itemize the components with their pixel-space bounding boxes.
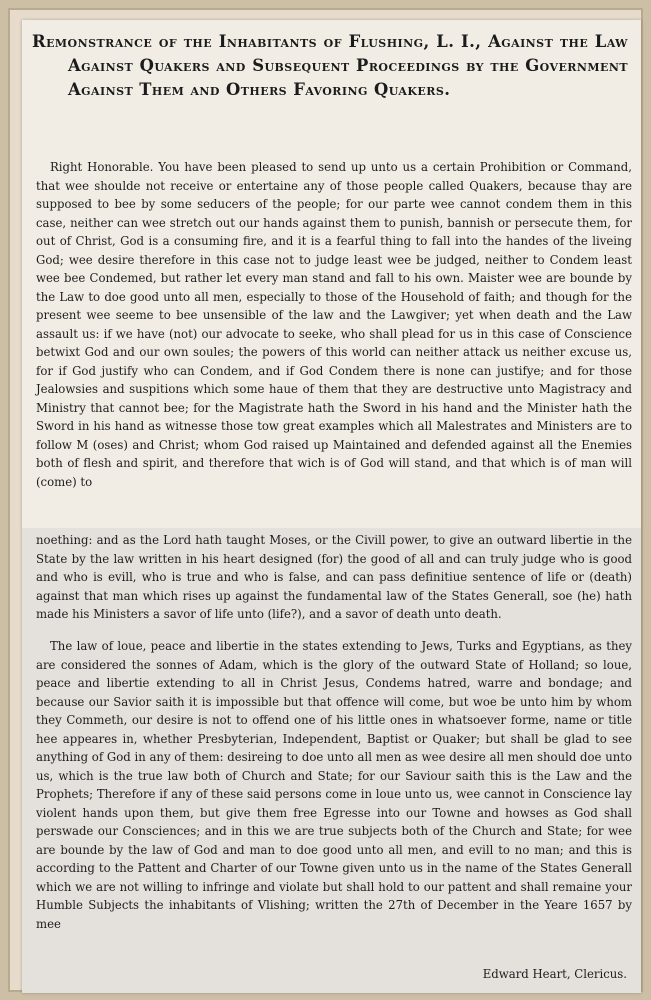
document-title: Remonstrance of the Inhabitants of Flushing, L. I., Against the Law Against Quakers and Subsequent Proceedings by the Government Against Them and Others Favoring Quakers. <box>32 32 628 99</box>
paragraph-1: Right Honorable. You have been pleased to send up unto us a certain Prohibition or Command, that wee shoulde not receive or entertaine any of those people called Quakers, because thay are supposed to bee by some seducers of the people; for our parte wee cannot condem them in this case, neither can wee stretch out our hands against them to punish, bannish or persecute them, for out of Christ, God is a consuming fire, and it is a fearful thing to fall into the handes of the liveing God; wee desire therefore in this case not to judge least wee be judged, neither to Condem least wee bee Condemed, but rather let every man stand and fall to his own. Maister wee are bounde by the Law to doe good unto all men, especially to those of the Household of faith; and though for the present wee seeme to bee unsensible of the law and the Lawgiver; yet when death and the Law assault us: if we have (not) our advocate to seeke, who shall plead for us in this case of Conscience betwixt God and our own soules; the powers of this world can neither attack us neither excuse us, for if God justify who can Condem, and if God Condem there is none can justifye; and for those Jealowsies and suspitions which some haue of them that they are destructive unto Magistracy and Ministry that cannot bee; for the Magistrate hath the Sword in his hand and the Minister hath the Sword in his hand as witnesse those tow great examples which all Malestrates and Ministers are to follow M (oses) and Christ; whom God raised up Maintained and defended against all the Enemies both of flesh and spirit, and therefore that wich is of God will stand, and that which is of man will (come) to <box>36 160 632 489</box>
paragraph-3: The law of loue, peace and libertie in the states extending to Jews, Turks and Egyptians, as they are considered the sonnes of Adam, which is the glory of the outward State of Holland; so loue, peace and libertie extending to all in Christ Jesus, Condems hatred, warre and bondage; and because our Savior saith it is impossible but that offence will come, but woe be unto him by whom they Commeth, our desire is not to offend one of his little ones in whatsoever forme, name or title hee appeares in, whether Presbyterian, Independent, Baptist or Quaker; but shall be glad to see anything of God in any of them: desireing to doe unto all men as wee desire all men should doe unto us, which is the true law both of Church and State; for our Saviour saith this is the Law and the Prophets; Therefore if any of these said persons come in loue unto us, wee cannot in Conscience lay violent hands upon them, but give them free Egresse into our Towne and howses as God shall perswade our Consciences; and in this we are true subjects both of the Church and State; for wee are bounde by the law of God and man to doe good unto all men, and evill to no man; and this is according to the Pattent and Charter of our Towne given unto us in the name of the States Generall which we are not willing to infringe and violate but shall hold to our pattent and shall remaine your Humble Subjects the inhabitants of Vlishing; written the 27th of December in the Yeare 1657 by mee <box>36 639 632 931</box>
signature: Edward Heart, Clericus. <box>482 967 627 981</box>
paragraph-2: noething: and as the Lord hath taught Moses, or the Civill power, to give an outward libertie in the State by the law written in his heart designed (for) the good of all and can truly judge who is good and who is evill, who is true and who is false, and can pass definitiue sentence of life or (death) against that man which rises up against the fundamental law of the States Generall, soe (he) hath made his Ministers a savor of life unto (life?), and a savor of death unto death. <box>36 533 632 621</box>
document-page <box>22 20 641 993</box>
